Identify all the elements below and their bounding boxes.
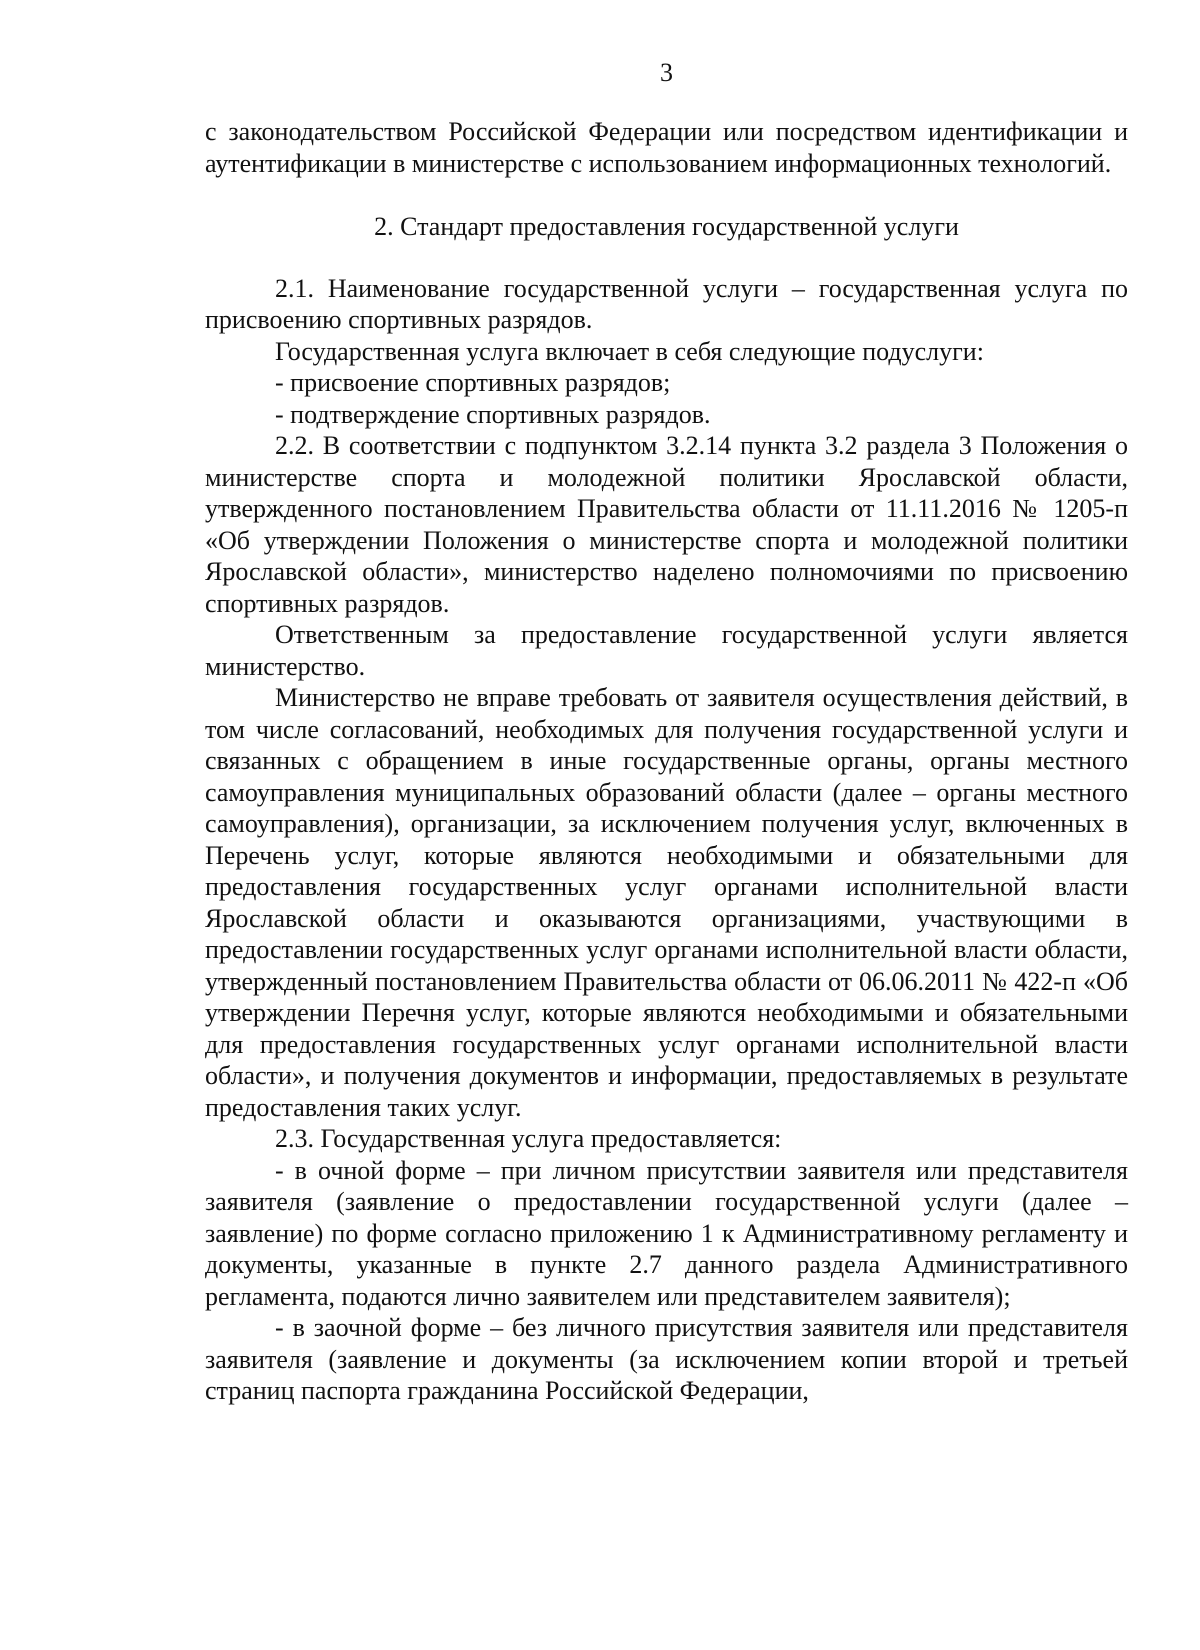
paragraph-2-3: 2.3. Государственная услуга предоставляется: [275,1124,782,1153]
paragraph-2-2: 2.2. В соответствии с подпунктом 3.2.14 пункта 3.2 раздела 3 Положения о министерстве спорта и молодежной политики Ярославской области, утвержденного постановлением Правительства области от 11.11.2016 № 1205-п «Об утверждении Положения о министерстве спорта и молодежной политики Ярославской области», министерство наделено полномочиями по присвоению спортивных разрядов. [205,431,1128,618]
continuation-paragraph: с законодательством Российской Федерации или посредством идентификации и аутентификации в министерстве с использованием информационных технологий. [205,117,1128,178]
document-body [205,116,1128,1407]
list-item-assignment: - присвоение спортивных разрядов; [275,368,671,397]
section-title: 2. Стандарт предоставления государственной услуги [374,212,959,241]
page-number: 3 [660,58,673,87]
list-item-remote: - в заочной форме – без личного присутствия заявителя или представителя заявителя (заявление и документы (за исключением копии второй и третьей страниц паспорта гражданина Российской Федерации, [205,1313,1128,1405]
list-item-in-person: - в очной форме – при личном присутствии заявителя или представителя заявителя (заявление о предоставлении государственной услуги (далее – заявление) по форме согласно приложению 1 к Административному регламенту и документы, указанные в пункте 2.7 данного раздела Административного регламента, подаются лично заявителем или представителем заявителя); [205,1155,1128,1311]
list-item-confirmation: - подтверждение спортивных разрядов. [275,399,711,429]
paragraph-2-1: 2.1. Наименование государственной услуги – государственная услуга по присвоению спортивных разрядов. [205,273,1128,334]
paragraph-responsible: Ответственным за предоставление государственной услуги является министерство. [205,620,1128,681]
paragraph-ministry-restrictions: Министерство не вправе требовать от заявителя осуществления действий, в том числе согласований, необходимых для получения государственной услуги и связанных с обращением в иные государственные органы, органы местного самоуправления муниципальных образований области (далее – органы местного самоуправления), организации, за исключением получения услуг, включенных в Перечень услуг, которые являются необходимыми и обязательными для предоставления государственных услуг органами исполнительной власти Ярославской области и оказываются организациями, участвующими в предоставлении государственных услуг органами исполнительной власти области, утвержденный постановлением Правительства области от 06.06.2011 № 422-п «Об утверждении Перечня услуг, которые являются необходимыми и обязательными для предоставления государственных услуг органами исполнительной власти области», и получения документов и информации, предоставляемых в результате предоставления таких услуг. [205,683,1128,1122]
paragraph-subservices-intro: Государственная услуга включает в себя следующие подуслуги: [275,336,984,366]
